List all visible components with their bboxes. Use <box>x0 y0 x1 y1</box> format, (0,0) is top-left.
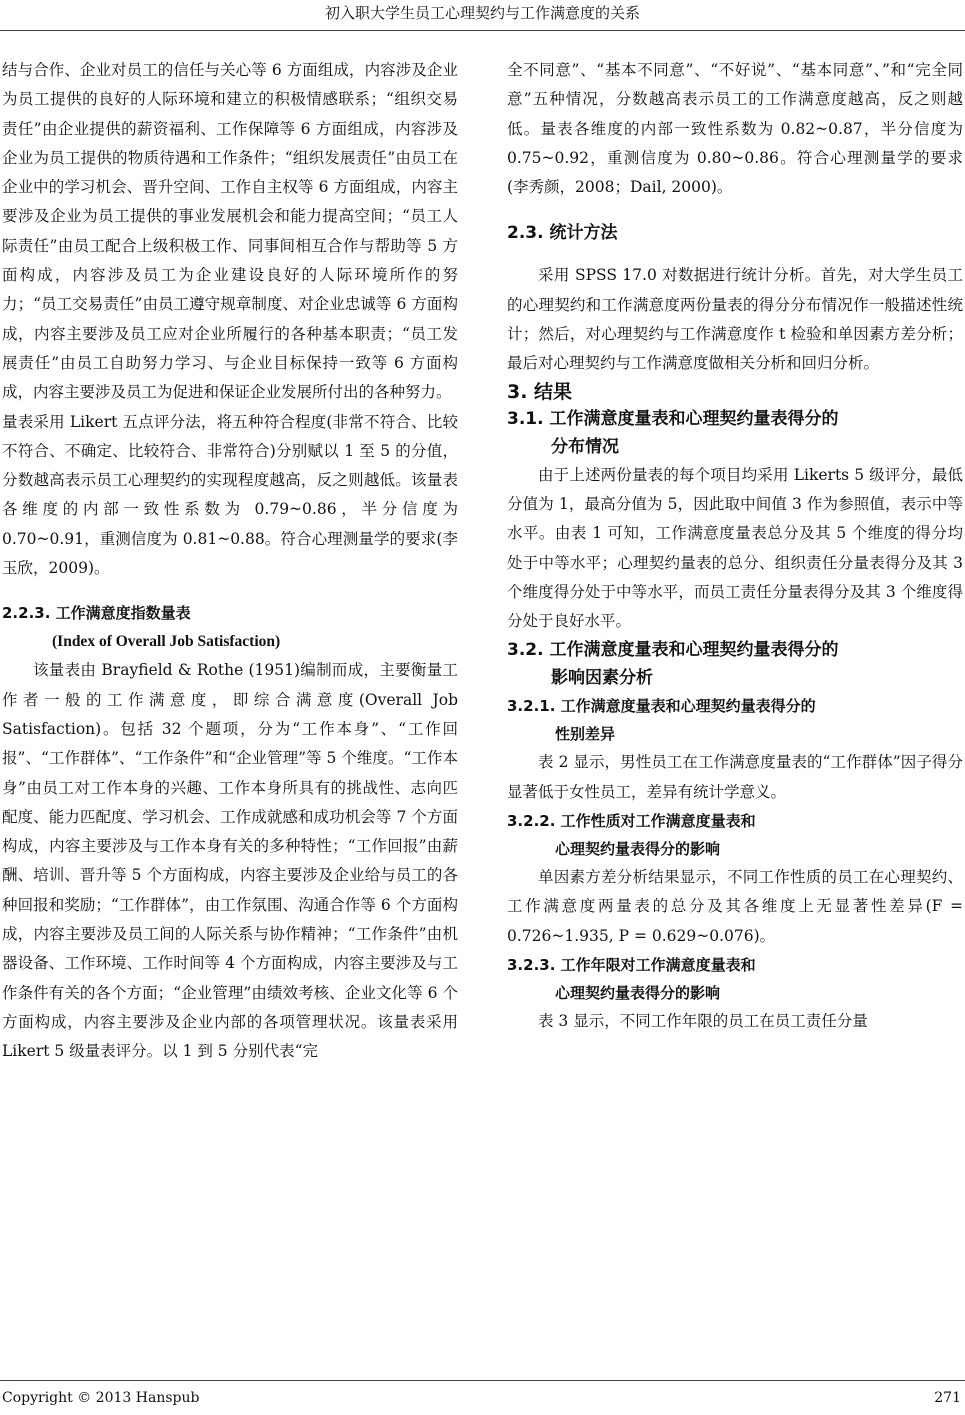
section-heading-3: 3. 结果 <box>507 380 573 403</box>
heading-line: 心理契约量表得分的影响 <box>555 983 721 1002</box>
heading-line: 3.2.3. 工作年限对工作满意度量表和 <box>507 955 756 974</box>
section-heading-2-2-3-english: (Index of Overall Job Satisfaction) <box>52 633 281 651</box>
heading-line: 性别差异 <box>555 725 616 744</box>
body-paragraph: 全不同意”、“基本不同意”、“不好说”、“基本同意”、”和“完全同意”五种情况，分数越高表示员工的工作满意度越高，反之则越低。量表各维度的内部一致性系数为 0.82~0.87，半分信度为 0.75~0.92，重测信度为 0.80~0.86。符合心理测量学的要求 (李秀颜，2008；Dail, 2000)。 <box>507 61 963 197</box>
heading-line: 3.2. 工作满意度量表和心理契约量表得分的 <box>507 640 839 661</box>
section-heading-3-2-3 <box>507 951 963 1007</box>
heading-line: 心理契约量表得分的影响 <box>555 840 721 859</box>
section-heading-2-3: 2.3. 统计方法 <box>507 223 618 244</box>
section-heading-3-2-1 <box>507 692 963 748</box>
copyright-notice: Copyright © 2013 Hanspub <box>2 1390 200 1406</box>
section-heading-3-1 <box>507 405 963 461</box>
body-paragraph: 单因素方差分析结果显示，不同工作性质的员工在心理契约、工作满意度两量表的总分及其各维度上无显著性差异(F = 0.726~1.935, P = 0.629~0.076)。 <box>507 868 963 945</box>
running-header: 初入职大学生员工心理契约与工作满意度的关系 <box>0 0 965 31</box>
section-heading-3-2 <box>507 636 963 692</box>
heading-line: 影响因素分析 <box>551 668 653 689</box>
section-heading-3-2-2 <box>507 807 963 863</box>
heading-line: 分布情况 <box>551 436 619 457</box>
section-heading-2-2-3: 2.2.3. 工作满意度指数量表 <box>2 604 191 623</box>
body-paragraph: 采用 SPSS 17.0 对数据进行统计分析。首先，对大学生员工的心理契约和工作满意度两份量表的得分分布情况作一般描述性统计；然后，对心理契约与工作满意度作 t 检验和单因素方差分析；最后对心理契约与工作满意度做相关分析和回归分析。 <box>507 266 963 373</box>
heading-line: 3.1. 工作满意度量表和心理契约量表得分的 <box>507 408 839 429</box>
left-column <box>2 56 458 1067</box>
page-footer <box>0 1380 965 1415</box>
body-paragraph: 该量表由 Brayfield & Rothe (1951)编制而成，主要衡量工作者一般的工作满意度，即综合满意度(Overall Job Satisfaction)。包括 32 个题项，分为“工作本身”、“工作回报”、“工作群体”、“工作条件”和“企业管理”等 5 个维度。“工作本身”由员工对工作本身的兴趣、工作本身所具有的挑战性、志向匹配度、能力匹配度、学习机会、工作成就感和成功机会等 7 个方面构成，内容主要涉及与工作本身有关的多种特性；“工作回报”由薪酬、培训、晋升等 5 个方面构成，内容主要涉及企业给与员工的各种回报和奖励；“工作群体”，由工作氛围、沟通合作等 6 个方面构成，内容主要涉及员工间的人际关系与协作精神；“工作条件”由机器设备、工作环境、工作时间等 4 个方面构成，内容主要涉及与工作条件有关的各个方面；“企业管理”由绩效考核、企业文化等 6 个方面构成，内容主要涉及企业内部的各项管理状况。该量表采用 Likert 5 级量表评分。以 1 到 5 分别代表“完 <box>2 661 458 1061</box>
body-paragraph: 结与合作、企业对员工的信任与关心等 6 方面组成，内容涉及企业为员工提供的良好的人际环境和建立的积极情感联系；“组织交易责任”由企业提供的薪资福利、工作保障等 6 方面组成，内容涉及企业为员工提供的物质待遇和工作条件；“组织发展责任”由员工在企业中的学习机会、晋升空间、工作自主权等 6 方面组成，内容主要涉及企业为员工提供的事业发展机会和能力提高空间；“员工人际责任”由员工配合上级积极工作、同事间相互合作与帮助等 5 方面构成，内容涉及员工为企业建设良好的人际环境所作的努力；“员工交易责任”由员工遵守规章制度、对企业忠诚等 6 方面构成，内容主要涉及员工应对企业所履行的各种基本职责；“员工发展责任”由员工自助努力学习、与企业目标保持一致等 6 方面构成，内容主要涉及员工为促进和保证企业发展所付出的各种努力。 <box>2 61 458 402</box>
body-paragraph: 量表采用 Likert 五点评分法，将五种符合程度(非常不符合、比较不符合、不确定、比较符合、非常符合)分别赋以 1 至 5 的分值，分数越高表示员工心理契约的实现程度越高，反之则越低。该量表各维度的内部一致性系数为 0.79~0.86，半分信度为 0.70~0.91，重测信度为 0.81~0.88。符合心理测量学的要求(李玉欣，2009)。 <box>2 412 458 578</box>
body-paragraph: 表 2 显示，男性员工在工作满意度量表的“工作群体”因子得分显著低于女性员工，差异有统计学意义。 <box>507 753 963 801</box>
body-paragraph: 由于上述两份量表的每个项目均采用 Likerts 5 级评分，最低分值为 1，最高分值为 5，因此取中间值 3 作为参照值，表示中等水平。由表 1 可知，工作满意度量表总分及其 5 个维度的得分均处于中等水平；心理契约量表的总分、组织责任分量表得分及其 3 个维度得分处于中等水平，而员工责任分量表得分及其 3 个维度得分处于良好水平。 <box>507 465 963 631</box>
page-number: 271 <box>934 1390 961 1406</box>
body-paragraph: 表 3 显示，不同工作年限的员工在员工责任分量 <box>538 1011 868 1030</box>
right-column <box>507 56 963 1036</box>
heading-line: 3.2.2. 工作性质对工作满意度量表和 <box>507 812 756 831</box>
heading-line: 3.2.1. 工作满意度量表和心理契约量表得分的 <box>507 697 816 716</box>
